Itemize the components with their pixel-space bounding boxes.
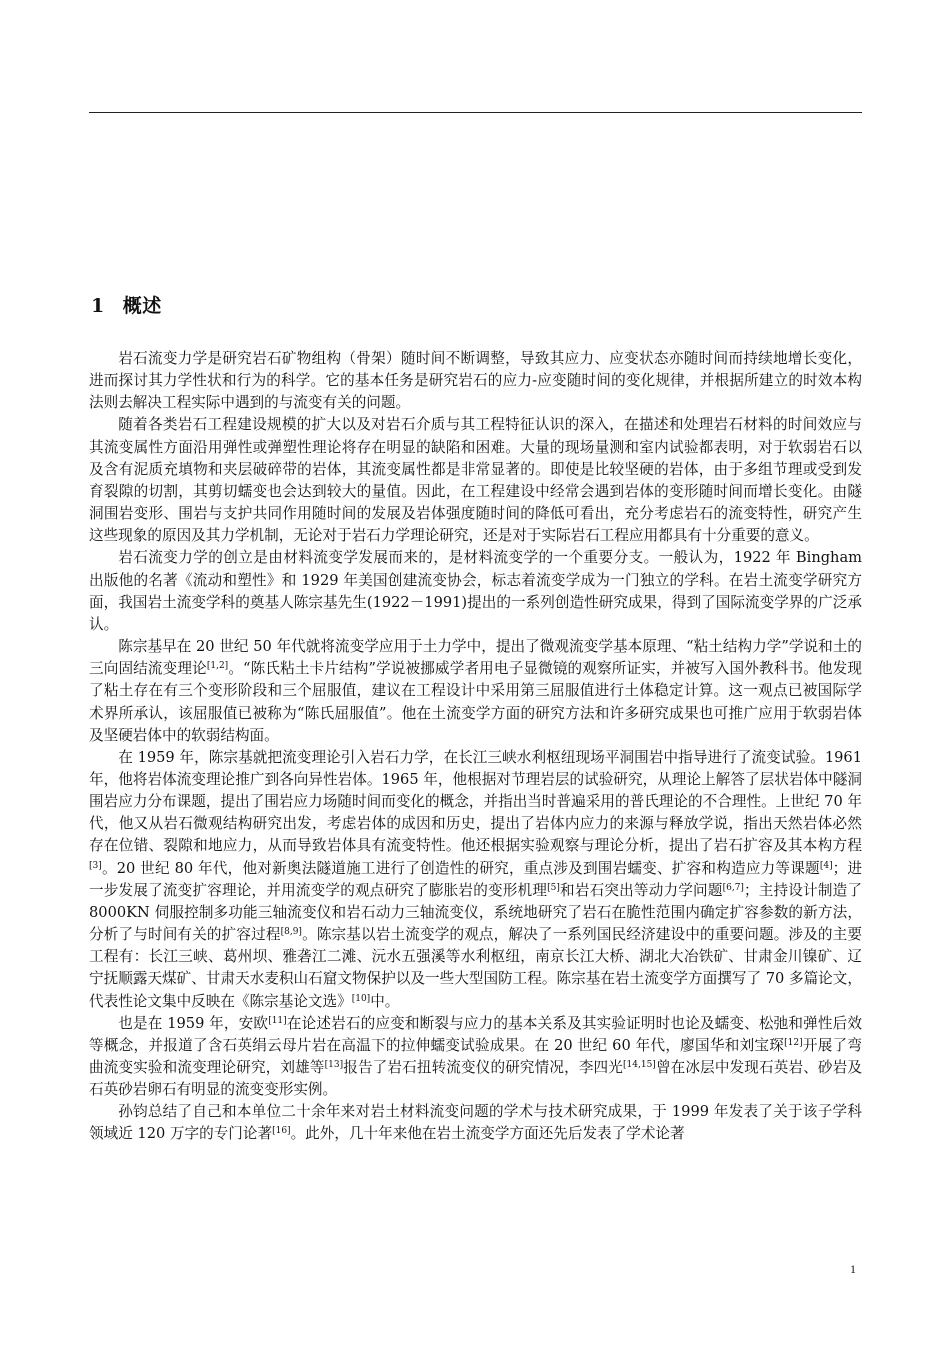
section-number: 1 bbox=[91, 295, 105, 317]
paragraph-text: 孙钧总结了自己和本单位二十余年来对岩土材料流变问题的学术与技术研究成果，于 1999 年发表了关于该子学科领域近 120 万字的专门论著 bbox=[89, 1103, 862, 1143]
paragraph-text: 。陈宗基以岩土流变学的观点，解决了一系列国民经济建设中的重要问题。涉及的主要工程有：长江三峡、葛州坝、雅砻江二滩、沅水五强溪等水利枢纽，南京长江大桥、湖北大冶铁矿、甘肃金川镍矿、辽宁抚顺露天煤矿、甘肃天水麦积山石窟文物保护以及一些大型国防工程。陈宗基在岩土流变学方面撰写了 70 多篇论文，代表性论文集中反映在《陈宗基论文选》 bbox=[89, 926, 862, 1010]
citation-ref: [11] bbox=[268, 1015, 287, 1026]
citation-ref: [10] bbox=[351, 993, 371, 1004]
citation-ref: [5] bbox=[547, 882, 560, 893]
paragraph-text: 中。 bbox=[370, 992, 400, 1010]
paragraph bbox=[89, 747, 862, 1013]
header-rule bbox=[89, 112, 862, 113]
citation-ref: [4] bbox=[819, 860, 833, 871]
paragraph-text: 在论述岩石的应变和断裂与应力的基本关系及其实验证明时也论及蠕变、松弛和弹性后效等概念，并报道了含石英绢云母片岩在高温下的拉伸蠕变试验成果。在 20 世纪 60 年代，廖国华和刘宝琛 bbox=[89, 1014, 862, 1054]
paragraph-text: 岩石流变力学的创立是由材料流变学发展而来的，是材料流变学的一个重要分支。一般认为，1922 年 Bingham 出版他的名著《流动和塑性》和 1929 年美国创建流变协会，标志着流变学成为一门独立的学科。在岩土流变学研究方面，我国岩土流变学科的奠基人陈宗基先生(1922－1991)提出的一系列创造性研究成果，得到了国际流变学界的广泛承认。 bbox=[89, 549, 862, 633]
citation-ref: [12] bbox=[784, 1037, 803, 1048]
paragraph-text: 。此外，几十年来他在岩土流变学方面还先后发表了学术论著 bbox=[290, 1125, 685, 1143]
paragraph-text: 岩石流变力学是研究岩石矿物组构（骨架）随时间不断调整，导致其应力、应变状态亦随时间而持续地增长变化，进而探讨其力学性状和行为的科学。它的基本任务是研究岩石的应力-应变随时间的变化规律，并根据所建立的时效本构法则去解决工程实际中遇到的与流变有关的问题。 bbox=[89, 350, 862, 412]
paragraph-text: 。“陈氏粘土卡片结构”学说被挪威学者用电子显微镜的观察所证实，并被写入国外教科书。他发现了粘土存在有三个变形阶段和三个屈服值，建议在工程设计中采用第三屈服值进行土体稳定计算。这一观点已被国际学术界所承认，该屈服值已被称为“陈氏屈服值”。他在土流变学方面的研究方法和许多研究成果也可推广应用于软弱岩体及坚硬岩体中的软弱结构面。 bbox=[89, 660, 862, 744]
paragraph-text: 开展了弯曲流变实验和流变理论研究，刘雄等 bbox=[89, 1036, 862, 1076]
citation-ref: [3] bbox=[89, 860, 102, 871]
paragraph-text: 报告了岩石扭转流变仪的研究情况，李四光 bbox=[343, 1059, 624, 1076]
page-number: 1 bbox=[850, 1262, 856, 1276]
paragraph-text: ；主持设计制造了 8000KN 伺服控制多功能三轴流变仪和岩石动力三轴流变仪，系统地研究了岩石在脆性范围内确定扩容参数的新方法，分析了与时间有关的扩容过程 bbox=[89, 881, 862, 944]
paragraph-text: 陈宗基早在 20 世纪 50 年代就将流变学应用于土力学中，提出了微观流变学基本原理、“粘土结构力学”学说和土的三向固结流变理论 bbox=[89, 638, 862, 678]
paragraph-text: 随着各类岩石工程建设规模的扩大以及对岩石介质与其工程特征认识的深入，在描述和处理岩石材料的时间效应与其流变属性方面沿用弹性或弹塑性理论将存在明显的缺陷和困难。大量的现场量测和室内试验都表明，对于软弱岩石以及含有泥质充填物和夹层破碎带的岩体，其流变属性都是非常显著的。即使是比较坚硬的岩体，由于多组节理或受到发育裂隙的切割，其剪切蠕变也会达到较大的量值。因此，在工程建设中经常会遇到岩体的变形随时间而增长变化。由隧洞围岩变形、围岩与支护共同作用随时间的发展及岩体强度随时间的降低可看出，充分考虑岩石的流变特性，研究产生这些现象的原因及其力学机制，无论对于岩石力学理论研究，还是对于实际岩石工程应用都具有十分重要的意义。 bbox=[89, 416, 862, 545]
paragraph-text: ；进一步发展了流变扩容理论，并用流变学的观点研究了膨胀岩的变形机理 bbox=[89, 859, 862, 899]
paragraph-text: 曾在冰层中发现石英岩、砂岩及石英砂岩卵石有明显的流变变形实例。 bbox=[89, 1059, 862, 1099]
paragraph bbox=[89, 636, 862, 747]
body-text bbox=[89, 348, 862, 1146]
paragraph-text: 也是在 1959 年，安欧 bbox=[118, 1014, 269, 1032]
paragraph bbox=[89, 547, 862, 636]
citation-ref: [6,7] bbox=[722, 882, 744, 893]
paragraph bbox=[89, 1101, 862, 1145]
paragraph bbox=[89, 1013, 862, 1102]
paragraph-text: 在 1959 年，陈宗基就把流变理论引入岩石力学，在长江三峡水利枢纽现场平洞围岩中指导进行了流变试验。1961 年，他将岩体流变理论推广到各向异性岩体。1965 年，他根据对节理岩层的试验研究，从理论上解答了层状岩体中隧洞围岩应力分布课题，提出了围岩应力场随时间而变化的概念，并指出当时普遍采用的普氏理论的不合理性。上世纪 70 年代，他又从岩石微观结构研究出发，考虑岩体的成因和历史，提出了岩体内应力的来源与释放学说，指出天然岩体必然存在位错、裂隙和地应力，从而导致岩体具有流变特性。他还根据实验观察与理论分析，提出了岩石扩容及其本构方程 bbox=[89, 748, 862, 855]
citation-ref: [16] bbox=[272, 1126, 291, 1137]
paragraph-text: 和岩石突出等动力学问题 bbox=[559, 881, 723, 899]
paragraph bbox=[89, 414, 862, 547]
paragraph-text: 。20 世纪 80 年代，他对新奥法隧道施工进行了创造性的研究，重点涉及到围岩蠕变、扩容和构造应力等课题 bbox=[101, 859, 820, 877]
citation-ref: [13] bbox=[324, 1060, 344, 1070]
citation-ref: [14,15] bbox=[623, 1060, 656, 1070]
section-title: 概述 bbox=[122, 295, 162, 317]
citation-ref: [1,2] bbox=[206, 661, 229, 672]
citation-ref: [8,9] bbox=[280, 927, 302, 938]
section-heading bbox=[91, 291, 162, 318]
paragraph bbox=[89, 348, 862, 414]
